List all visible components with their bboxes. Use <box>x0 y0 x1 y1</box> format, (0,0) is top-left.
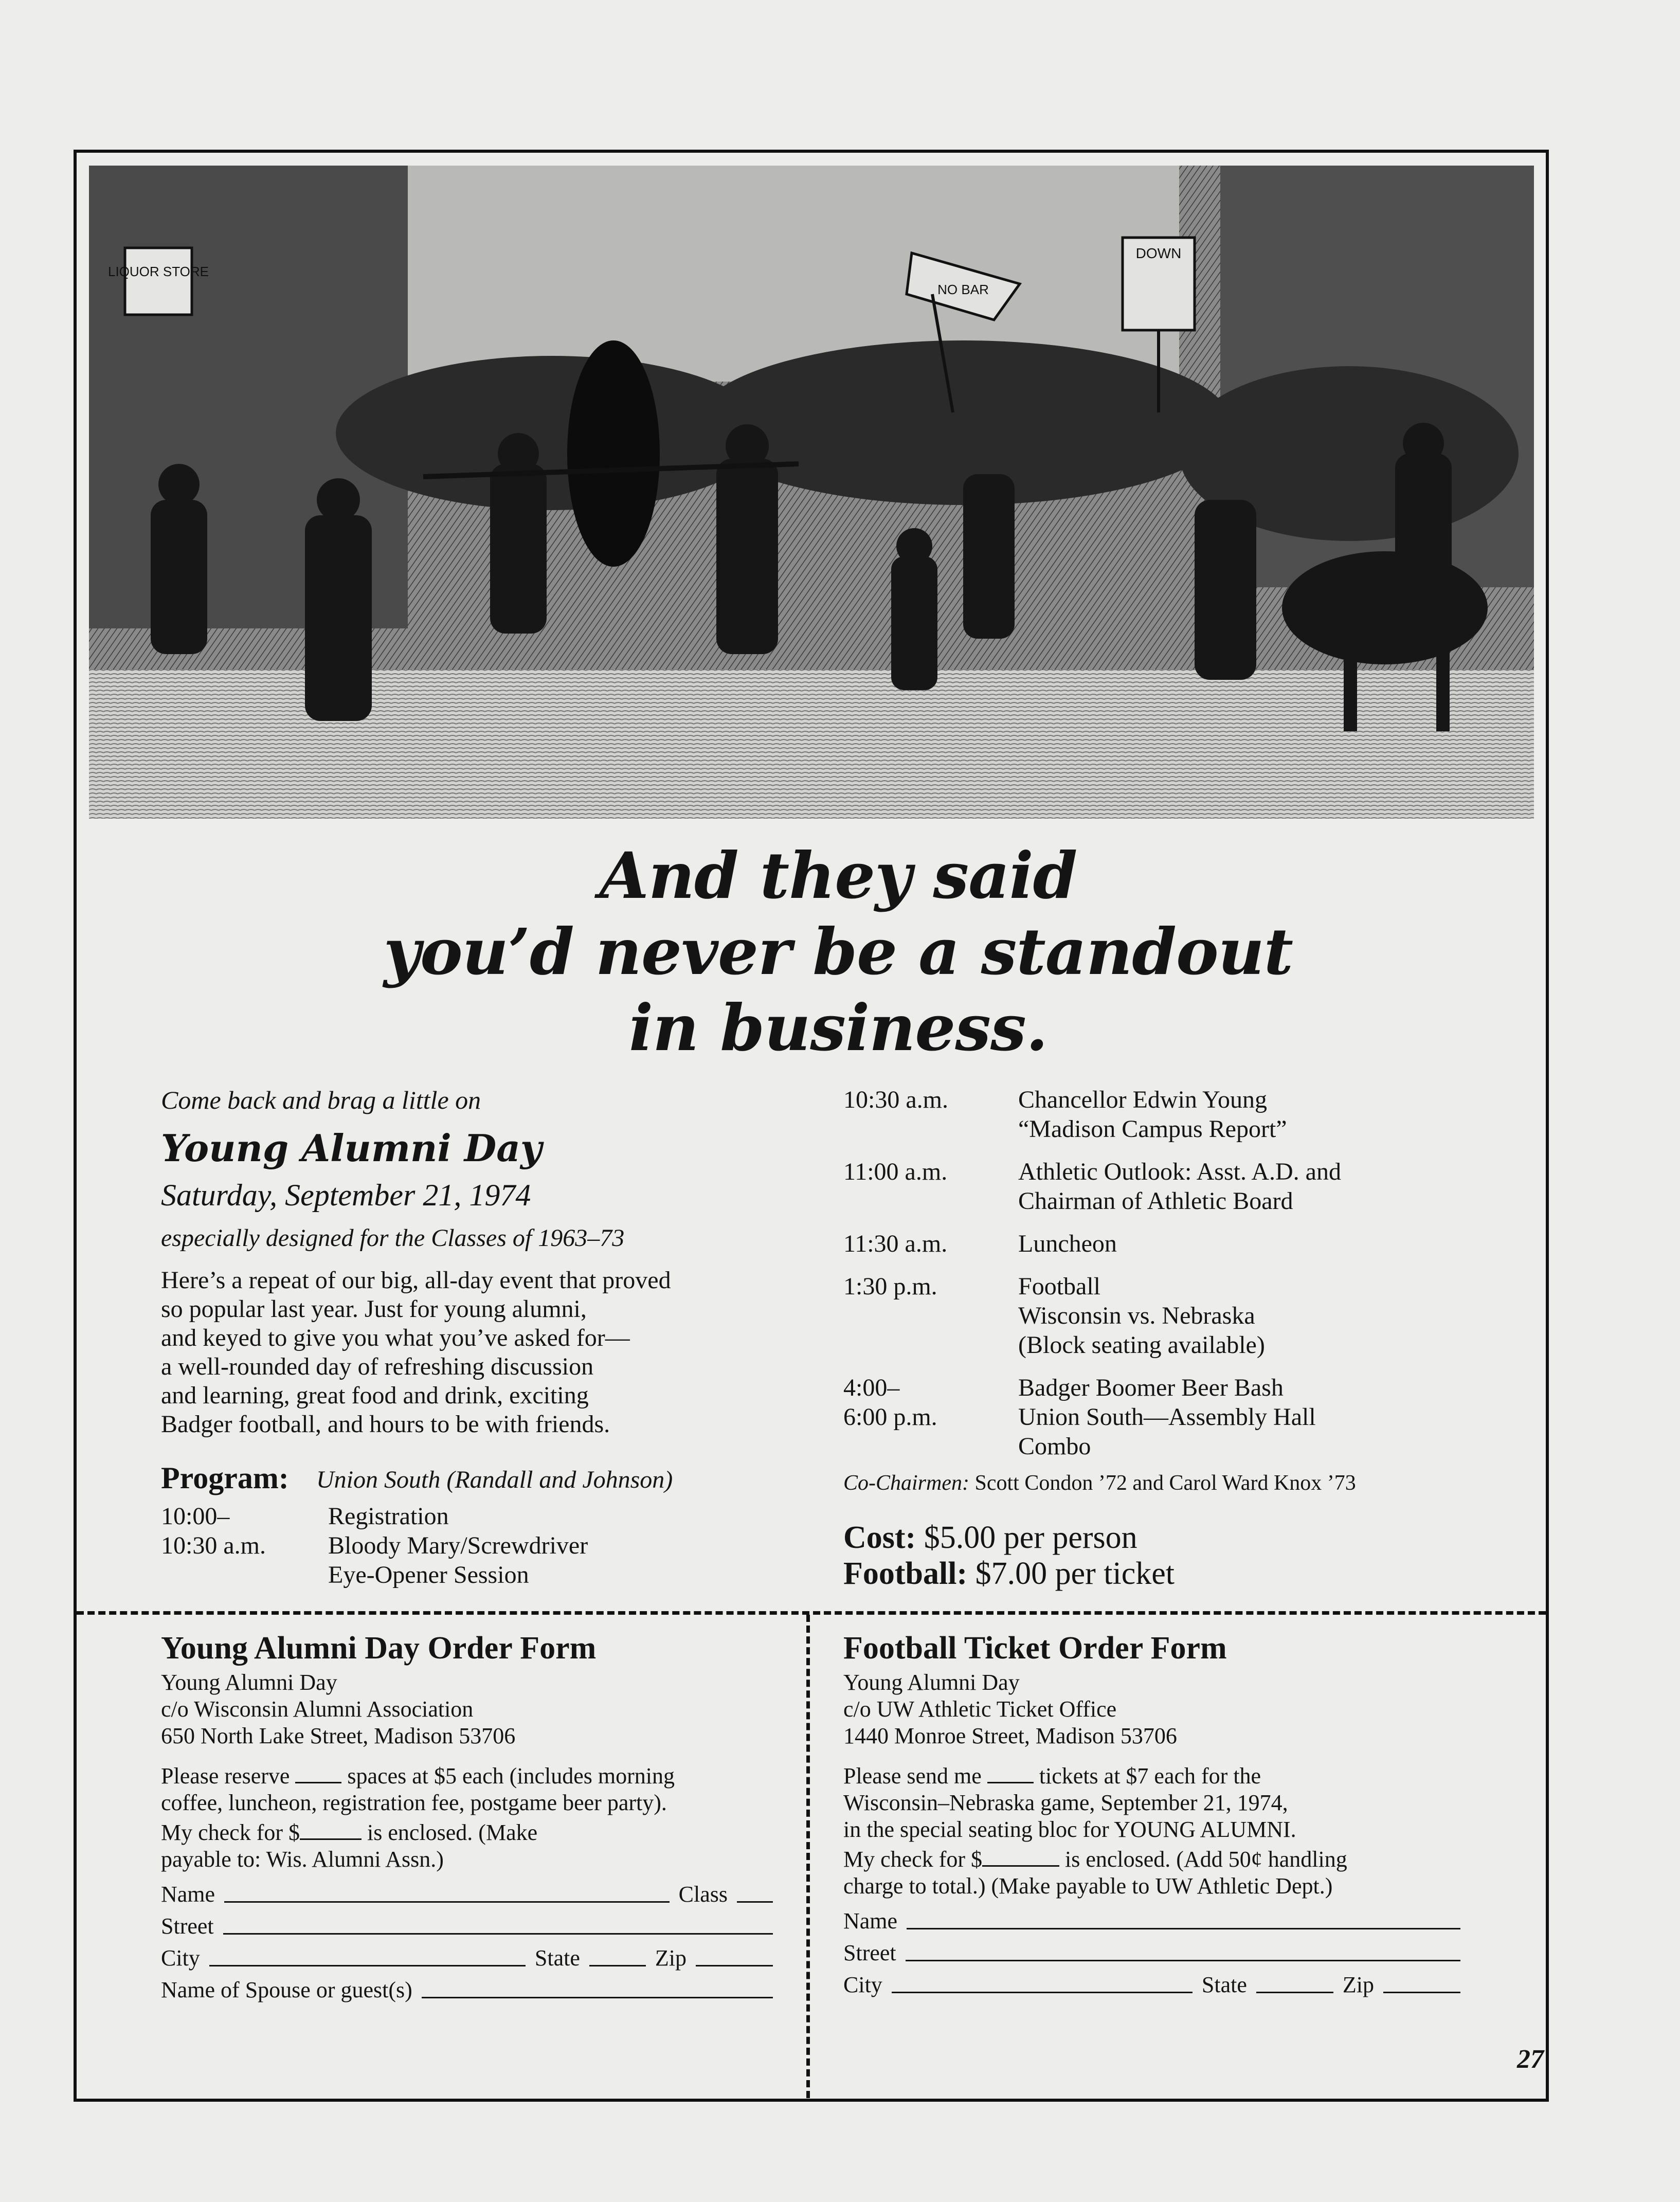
address-line: 650 North Lake Street, Madison 53706 <box>161 1723 516 1748</box>
down-sign-text: DOWN <box>1135 245 1182 261</box>
state-label: State <box>1201 1972 1247 1997</box>
riot-engraving-illustration <box>89 166 1534 819</box>
city-state-zip-field[interactable] <box>161 1940 773 1972</box>
reserve-paragraph <box>161 1763 773 1816</box>
schedule-line: Chancellor Edwin Young <box>1018 1086 1267 1113</box>
schedule-line: Union South—Assembly Hall <box>1018 1403 1316 1431</box>
cost-label: Cost: <box>843 1520 916 1555</box>
time-line: 1:30 p.m. <box>843 1273 937 1300</box>
spouse-line[interactable] <box>422 1997 773 1998</box>
form-address <box>161 1669 773 1749</box>
right-schedule <box>843 1085 1341 1474</box>
schedule-line: Football <box>1018 1273 1101 1300</box>
address-line: c/o Wisconsin Alumni Association <box>161 1696 474 1722</box>
name-field[interactable] <box>161 1876 773 1908</box>
send-text: Please send me <box>843 1763 982 1789</box>
address-line: c/o UW Athletic Ticket Office <box>843 1696 1117 1722</box>
check-amount-blank[interactable] <box>982 1848 1059 1867</box>
send-text: Wisconsin–Nebraska game, September 21, 1974, <box>843 1790 1288 1815</box>
street-label: Street <box>843 1940 896 1965</box>
program-venue: Union South (Randall and Johnson) <box>316 1466 673 1493</box>
football-cost-line <box>843 1556 1175 1592</box>
send-paragraph <box>843 1763 1460 1843</box>
headline <box>154 838 1522 1067</box>
city-state-zip-field[interactable] <box>843 1966 1460 1998</box>
event-date: Saturday, September 21, 1974 <box>161 1178 531 1212</box>
cost-line <box>843 1520 1175 1556</box>
city-label: City <box>843 1972 882 1997</box>
schedule-item: Registration <box>328 1503 449 1530</box>
zip-line[interactable] <box>1383 1992 1460 1993</box>
event-title: Young Alumni Day <box>161 1126 542 1170</box>
alumni-day-order-form <box>161 1630 773 2004</box>
schedule-time: 10:30 a.m. <box>161 1532 266 1559</box>
schedule-time <box>843 1229 1018 1258</box>
schedule-line: “Madison Campus Report” <box>1018 1115 1287 1143</box>
event-description: Here’s a repeat of our big, all-day event that proved so popular last year. Just for young alumni, and keyed to give you what you’ve asked for— a well-rounded day of refreshing discussion and learning, great food and drink, exciting Badger football, and hours to be with friends. <box>161 1267 671 1438</box>
street-field[interactable] <box>161 1908 773 1940</box>
send-text: in the special seating bloc for YOUNG ALUMNI. <box>843 1817 1296 1842</box>
headline-line-2: you’d never be a standout <box>383 915 1293 989</box>
football-ticket-order-form <box>843 1630 1460 1998</box>
time-line: 11:30 a.m. <box>843 1230 948 1257</box>
schedule-item: Eye-Opener Session <box>328 1561 529 1589</box>
city-line[interactable] <box>209 1965 526 1966</box>
name-field[interactable] <box>843 1903 1460 1935</box>
address-line: Young Alumni Day <box>843 1670 1020 1695</box>
city-line[interactable] <box>892 1992 1193 1993</box>
form-title: Football Ticket Order Form <box>843 1631 1227 1666</box>
form-title: Young Alumni Day Order Form <box>161 1631 597 1666</box>
cut-line-vertical <box>806 1615 810 2098</box>
schedule-row <box>161 1502 588 1531</box>
name-line[interactable] <box>224 1901 670 1903</box>
spouse-field[interactable] <box>161 1972 773 2004</box>
schedule-time <box>161 1560 328 1590</box>
check-text: payable to: Wis. Alumni Assn.) <box>161 1847 444 1872</box>
schedule-line: Luncheon <box>1018 1230 1117 1257</box>
address-line: 1440 Monroe Street, Madison 53706 <box>843 1723 1177 1748</box>
zip-label: Zip <box>655 1945 687 1971</box>
schedule-lines <box>1018 1085 1287 1144</box>
spouse-label: Name of Spouse or guest(s) <box>161 1977 412 2002</box>
address-line: Young Alumni Day <box>161 1670 337 1695</box>
page-number: 27 <box>1517 2045 1544 2074</box>
form-address <box>843 1669 1460 1749</box>
program-label: Program: <box>161 1461 289 1495</box>
banner-text: NO BAR <box>937 282 989 297</box>
check-paragraph <box>843 1846 1460 1900</box>
time-line: 11:00 a.m. <box>843 1158 948 1185</box>
left-schedule <box>161 1502 588 1590</box>
check-text: My check for $ <box>843 1847 983 1872</box>
schedule-line: Combo <box>1018 1433 1091 1460</box>
schedule-row <box>161 1531 588 1560</box>
cochair-label: Co-Chairmen: <box>843 1471 969 1495</box>
spaces-count-blank[interactable] <box>295 1764 341 1783</box>
engraving-svg <box>89 166 1534 819</box>
headline-line-1: And they said <box>599 839 1077 913</box>
schedule-block <box>843 1085 1341 1144</box>
check-paragraph <box>161 1819 773 1873</box>
tickets-count-blank[interactable] <box>987 1764 1034 1783</box>
schedule-lines <box>1018 1373 1316 1461</box>
state-line[interactable] <box>589 1965 646 1966</box>
schedule-line: Wisconsin vs. Nebraska <box>1018 1302 1255 1329</box>
schedule-block <box>843 1272 1341 1360</box>
street-label: Street <box>161 1914 214 1939</box>
schedule-lines <box>1018 1272 1265 1360</box>
class-line[interactable] <box>737 1901 773 1903</box>
check-text: My check for $ <box>161 1820 300 1845</box>
city-label: City <box>161 1945 200 1971</box>
name-label: Name <box>161 1882 215 1907</box>
class-label: Class <box>678 1882 728 1907</box>
cut-line-horizontal <box>77 1611 1546 1615</box>
schedule-lines <box>1018 1229 1117 1258</box>
state-line[interactable] <box>1256 1992 1333 1993</box>
time-line: 6:00 p.m. <box>843 1403 937 1431</box>
check-text: charge to total.) (Make payable to UW Athletic Dept.) <box>843 1873 1333 1899</box>
schedule-time <box>843 1373 1018 1461</box>
time-line: 4:00– <box>843 1374 900 1401</box>
name-line[interactable] <box>907 1928 1460 1929</box>
cost-value: $5.00 per person <box>924 1520 1137 1555</box>
schedule-row <box>161 1560 588 1590</box>
schedule-block <box>843 1157 1341 1216</box>
check-text: is enclosed. (Add 50¢ handling <box>1065 1847 1347 1872</box>
football-label: Football: <box>843 1556 968 1591</box>
send-text: tickets at $7 each for the <box>1039 1763 1261 1789</box>
liquor-store-sign <box>125 248 192 315</box>
event-classes: especially designed for the Classes of 1963–73 <box>161 1224 625 1252</box>
schedule-time <box>843 1272 1018 1360</box>
street-line[interactable] <box>906 1960 1460 1961</box>
schedule-time: 10:00– <box>161 1503 230 1530</box>
cost-block <box>843 1520 1175 1592</box>
check-text: is enclosed. (Make <box>367 1820 538 1845</box>
time-line: 10:30 a.m. <box>843 1086 948 1113</box>
liquor-sign-text: LIQUOR STORE <box>107 264 209 279</box>
reserve-text: Please reserve <box>161 1763 290 1789</box>
state-label: State <box>534 1945 580 1971</box>
reserve-text: coffee, luncheon, registration fee, postgame beer party). <box>161 1790 667 1815</box>
street-line[interactable] <box>223 1933 773 1935</box>
street-field[interactable] <box>843 1935 1460 1966</box>
cochair-names: Scott Condon ’72 and Carol Ward Knox ’73 <box>974 1471 1356 1495</box>
schedule-time <box>843 1157 1018 1216</box>
schedule-block <box>843 1373 1341 1461</box>
schedule-line: Chairman of Athletic Board <box>1018 1187 1293 1215</box>
zip-line[interactable] <box>696 1965 773 1966</box>
schedule-line: (Block seating available) <box>1018 1331 1265 1359</box>
intro-text: Come back and brag a little on <box>161 1086 481 1114</box>
football-value: $7.00 per ticket <box>975 1556 1175 1591</box>
headline-line-3: in business. <box>628 991 1048 1066</box>
zip-label: Zip <box>1342 1972 1374 1997</box>
schedule-block <box>843 1229 1341 1258</box>
co-chairmen <box>843 1471 1356 1495</box>
schedule-time <box>843 1085 1018 1144</box>
check-amount-blank[interactable] <box>300 1821 362 1840</box>
reserve-text: spaces at $5 each (includes morning <box>347 1763 675 1789</box>
schedule-lines <box>1018 1157 1341 1216</box>
schedule-item: Bloody Mary/Screwdriver <box>328 1532 588 1559</box>
schedule-line: Athletic Outlook: Asst. A.D. and <box>1018 1158 1341 1185</box>
schedule-line: Badger Boomer Beer Bash <box>1018 1374 1284 1401</box>
name-label: Name <box>843 1908 898 1934</box>
